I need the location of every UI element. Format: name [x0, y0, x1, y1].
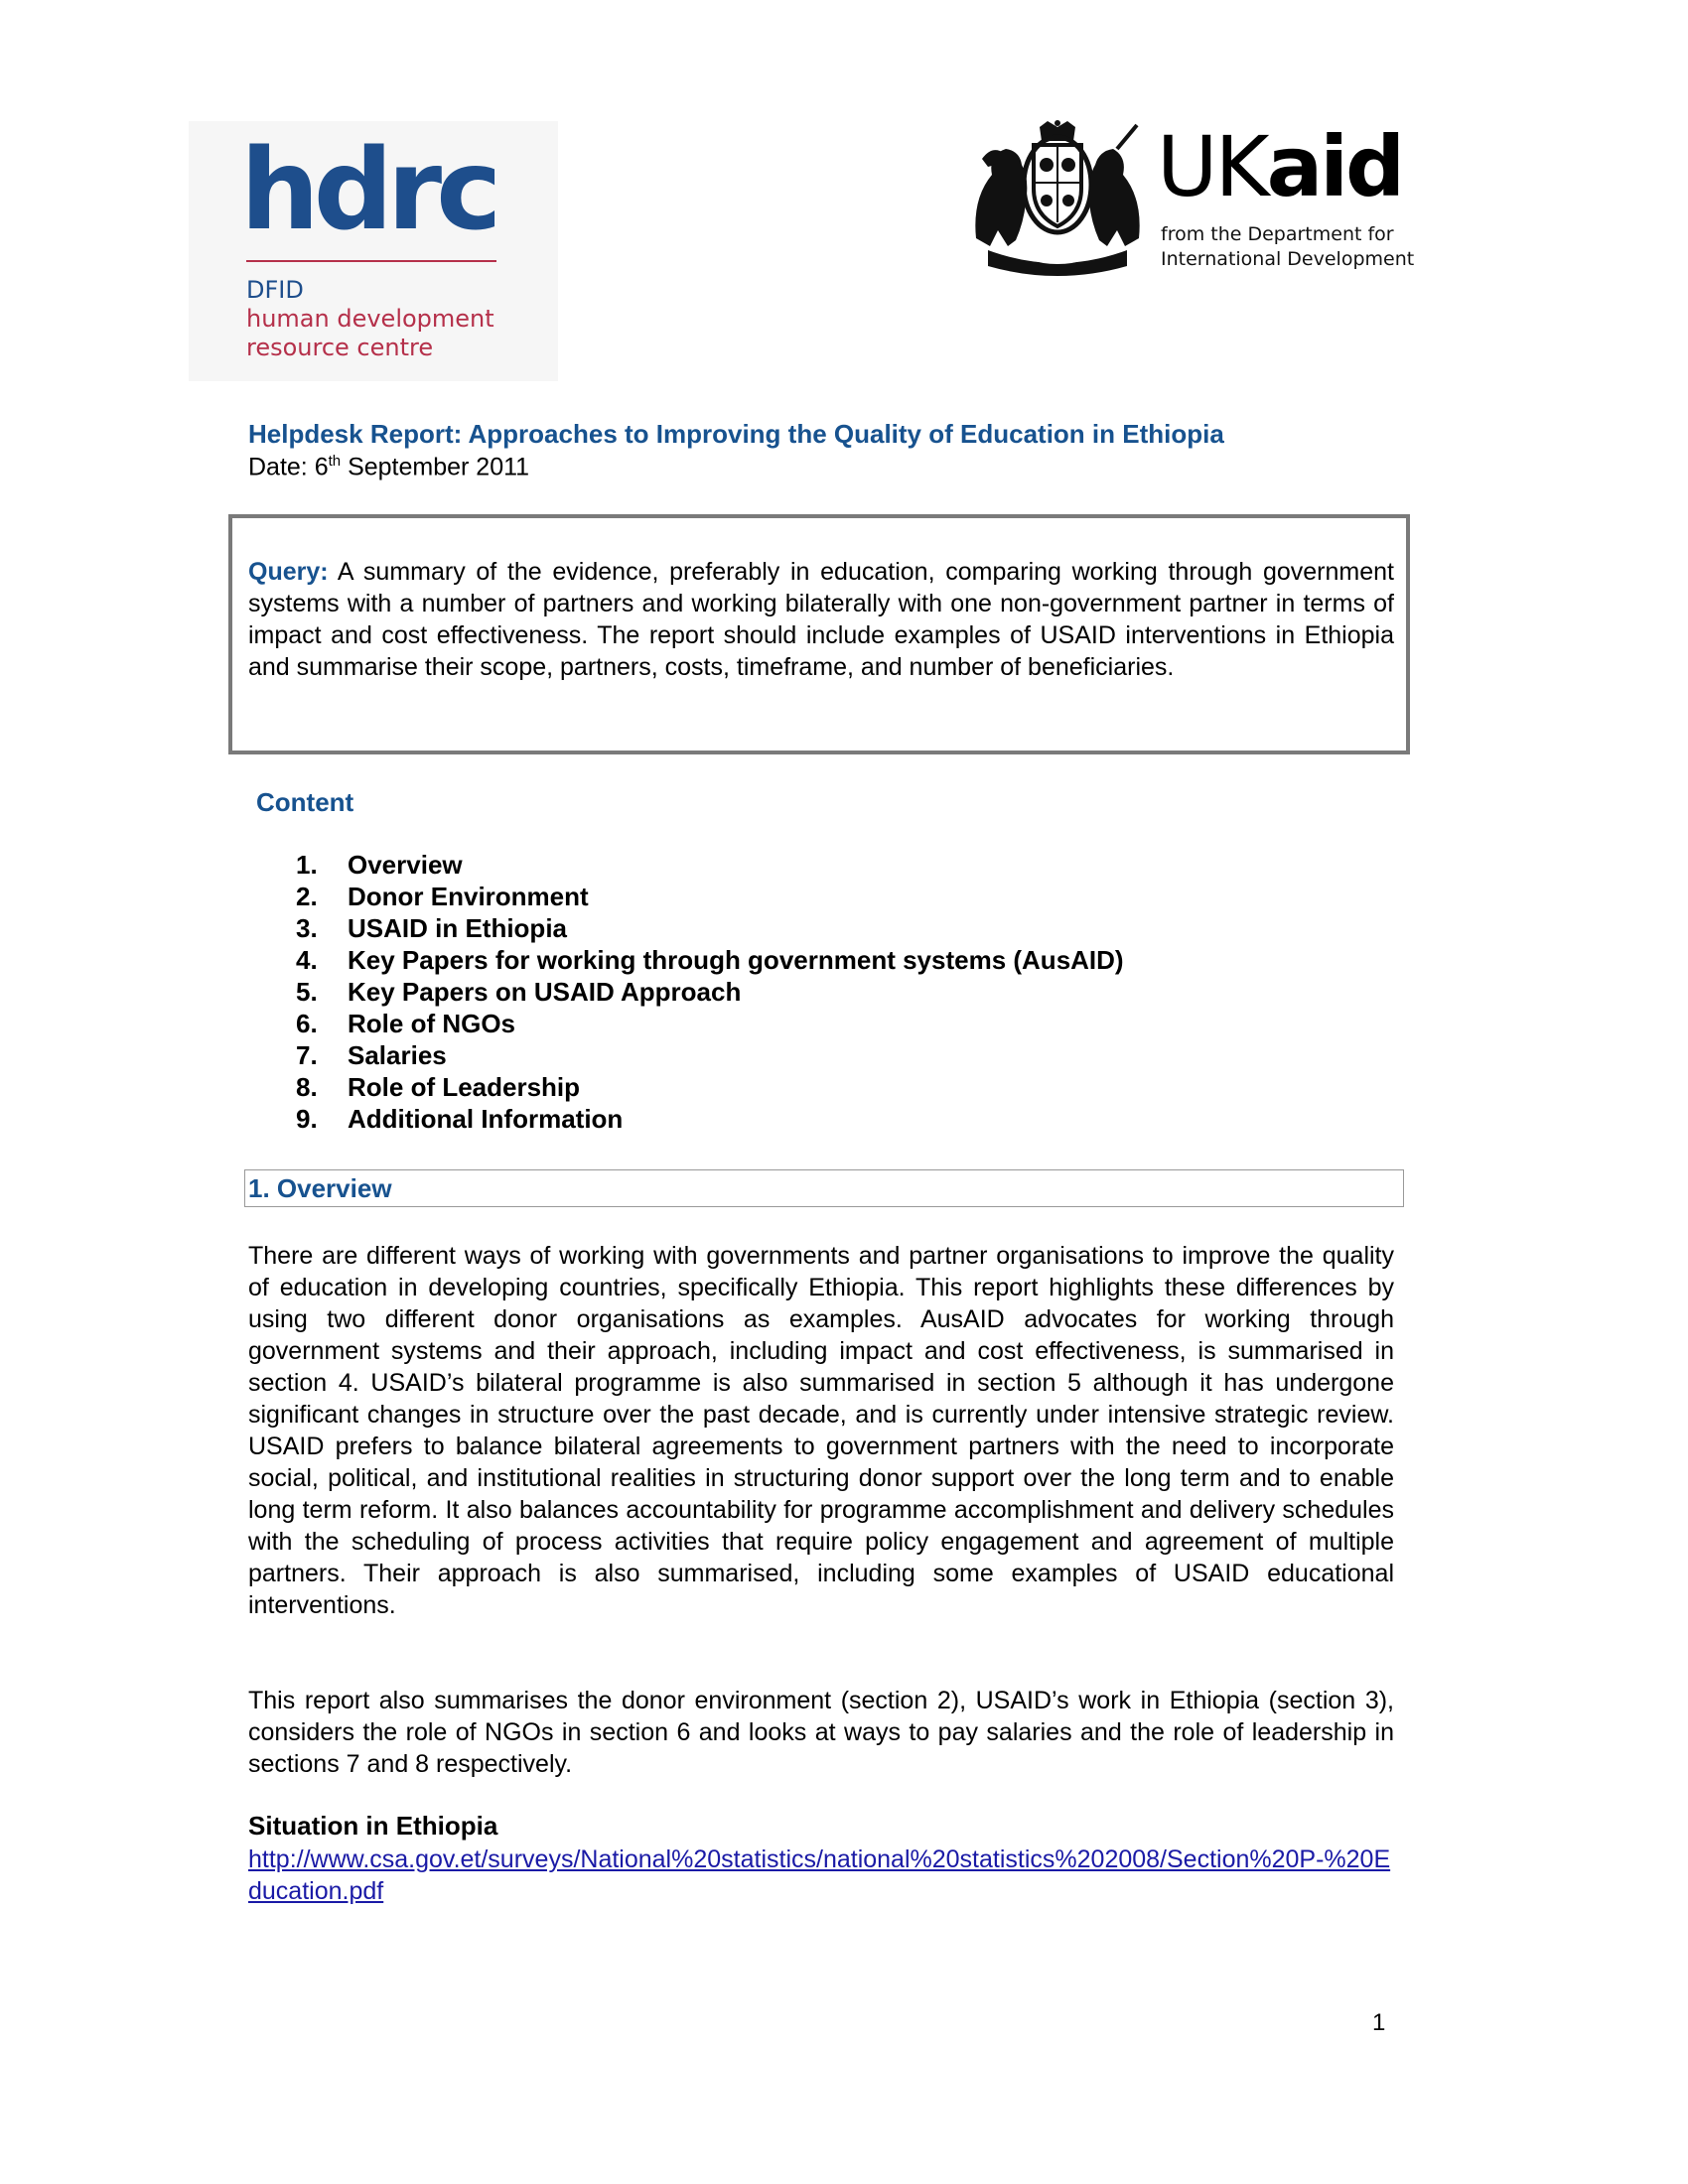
table-of-contents — [296, 849, 1124, 1135]
report-title: Helpdesk Report: Approaches to Improving the Quality of Education in Ethiopia — [248, 419, 1224, 449]
content-heading: Content — [256, 787, 354, 817]
toc-item-number: 4. — [296, 945, 318, 975]
overview-paragraph-1: There are different ways of working with governments and partner organisations to improve the quality of education in developing countries, specifically Ethiopia. This report highlights these differences by using two different donor organisations as examples. AusAID advocates for working through government systems and their approach, including impact and cost effectiveness, is summarised in section 4. USAID’s bilateral programme is also summarised in section 5 although it has undergone significant changes in structure over the past decade, and is currently under intensive strategic review. USAID prefers to balance bilateral agreements to government partners with the need to incorporate social, political, and institutional realities in structuring donor support over the long term and to enable long term reform. It also balances accountability for programme accomplishment and delivery schedules with the scheduling of process activities that require policy engagement and agreement of multiple partners. Their approach is also summarised, including some examples of USAID educational interventions. — [248, 1242, 1394, 1619]
hdrc-logo — [189, 121, 558, 381]
hdrc-logo-line3: resource centre — [246, 334, 434, 361]
overview-heading: 1. Overview — [248, 1173, 392, 1203]
hdrc-logo-line2: human development — [246, 305, 494, 333]
toc-item-label: Donor Environment — [348, 882, 589, 911]
toc-item — [296, 1039, 1124, 1071]
report-date — [248, 453, 529, 481]
toc-item-number: 2. — [296, 882, 318, 911]
query-label: Query: — [248, 558, 329, 586]
toc-item — [296, 1103, 1124, 1135]
ukaid-tagline-line1: from the Department for — [1161, 223, 1394, 245]
toc-item-label: Overview — [348, 850, 463, 880]
education-statistics-link[interactable]: http://www.csa.gov.et/surveys/National%20statistics/national%20statistics%202008/Section%20P-%20Education.pdf — [248, 1845, 1391, 1905]
toc-item-label: Key Papers for working through government systems (AusAID) — [348, 945, 1124, 975]
toc-item-label: Key Papers on USAID Approach — [348, 977, 742, 1007]
hdrc-logo-divider — [246, 260, 496, 262]
toc-item — [296, 849, 1124, 881]
toc-item-label: Additional Information — [348, 1104, 624, 1134]
report-date-prefix: Date: 6 — [248, 453, 329, 481]
hdrc-logo-wordmark: hdrc — [240, 126, 496, 255]
toc-item — [296, 881, 1124, 912]
ukaid-tagline-line2: International Development — [1161, 248, 1415, 270]
query-body: A summary of the evidence, preferably in education, comparing working through government systems with a number of partners and working bilaterally with one non-government partner in terms of impact and cost effectiveness. The report should include examples of USAID interventions in Ethiopia and summarise their scope, partners, costs, timeframe, and number of beneficiaries. — [248, 558, 1394, 681]
hdrc-logo-subtitle — [246, 276, 494, 362]
toc-item-number: 3. — [296, 913, 318, 943]
toc-item — [296, 944, 1124, 976]
ukaid-tagline — [1161, 222, 1414, 272]
page-number: 1 — [1372, 2009, 1386, 2036]
toc-item — [296, 1008, 1124, 1039]
toc-item-label: Salaries — [348, 1040, 447, 1070]
toc-item — [296, 912, 1124, 944]
toc-item-number: 6. — [296, 1009, 318, 1038]
situation-heading: Situation in Ethiopia — [248, 1811, 498, 1841]
ukaid-wordmark-uk: UK — [1157, 118, 1267, 215]
toc-item-label: Role of NGOs — [348, 1009, 516, 1038]
toc-item-number: 1. — [296, 850, 318, 880]
royal-coat-of-arms-icon — [968, 119, 1147, 278]
query-text — [248, 556, 1394, 683]
report-date-ordinal: th — [328, 453, 342, 470]
ukaid-wordmark-aid: aid — [1266, 118, 1403, 215]
toc-item — [296, 1071, 1124, 1103]
toc-item-number: 7. — [296, 1040, 318, 1070]
overview-heading-box — [244, 1169, 1404, 1207]
hdrc-logo-line1: DFID — [246, 276, 304, 304]
ukaid-wordmark — [1157, 118, 1403, 215]
toc-item-label: Role of Leadership — [348, 1072, 581, 1102]
toc-item-label: USAID in Ethiopia — [348, 913, 567, 943]
toc-item — [296, 976, 1124, 1008]
overview-paragraph-2: This report also summarises the donor environment (section 2), USAID’s work in Ethiopia (section 3), considers the role of NGOs in section 6 and looks at ways to pay salaries and the role of leadership in sections 7 and 8 respectively. — [248, 1687, 1394, 1778]
report-date-suffix: September 2011 — [341, 453, 530, 481]
toc-item-number: 8. — [296, 1072, 318, 1102]
toc-item-number: 5. — [296, 977, 318, 1007]
ukaid-logo — [968, 119, 1415, 278]
toc-item-number: 9. — [296, 1104, 318, 1134]
